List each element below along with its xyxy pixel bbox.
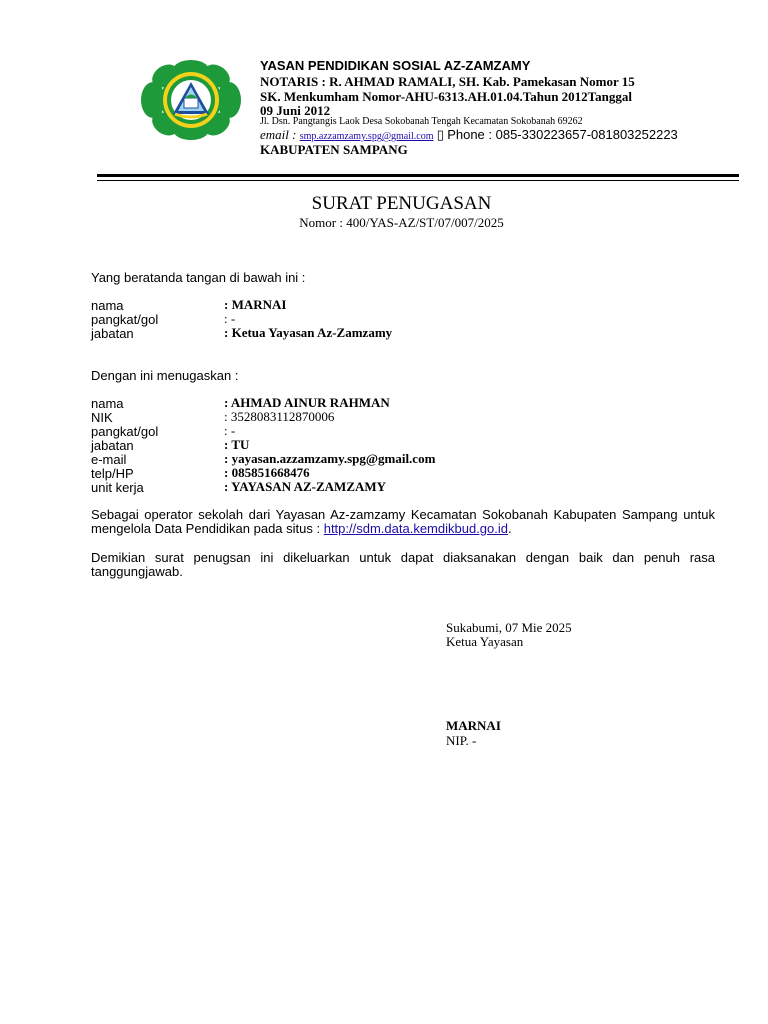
assignee-label: pangkat/gol — [91, 424, 159, 439]
assignee-label: telp/HP — [91, 466, 134, 481]
document-title: SURAT PENUGASAN — [311, 193, 492, 214]
assignment-paragraph — [91, 508, 715, 536]
email-link[interactable]: smp.azzamzamy.spg@gmail.com — [299, 131, 434, 142]
sdm-link[interactable]: http://sdm.data.kemdikbud.go.id — [323, 521, 508, 536]
header-divider-thick — [97, 174, 739, 177]
assignee-label: unit kerja — [91, 480, 144, 495]
assignee-value: : 3528083112870006 — [224, 409, 335, 424]
signatory-value: : Ketua Yayasan Az-Zamzamy — [224, 325, 393, 340]
phone-text: Phone : 085-330223657-081803252223 — [447, 127, 678, 142]
sk-line-2: 09 Juni 2012 — [260, 103, 331, 118]
assignee-label: jabatan — [91, 438, 134, 453]
address-line: Jl. Dsn. Pangtangis Laok Desa Sokobanah Tengah Kecamatan Sokobanah 69262 — [260, 116, 583, 127]
assignee-value: : - — [224, 423, 236, 438]
signer-position: Ketua Yayasan — [446, 634, 524, 649]
foundation-logo — [141, 60, 241, 140]
assignee-label: NIK — [91, 410, 113, 425]
assignment-text: Sebagai operator sekolah dari Yayasan Az-zamzamy Kecamatan Sokobanah Kabupaten Sampang untuk mengelola Data Pendidikan pada situs : — [91, 507, 715, 536]
signatory-label: nama — [91, 298, 124, 313]
signer-nip: NIP. - — [446, 733, 477, 748]
closing-paragraph: Demikian surat penugsan ini dikeluarkan untuk dapat diaksanakan dengan baik dan penuh rasa tanggungjawab. — [91, 550, 715, 579]
assignment-end: . — [508, 521, 512, 536]
signatory-value: : MARNAI — [224, 297, 287, 312]
sk-line-1: SK. Menkumham Nomor-AHU-6313.AH.01.04.Tahun 2012Tanggal — [260, 89, 632, 104]
org-name: YASAN PENDIDIKAN SOSIAL AZ-ZAMZAMY — [260, 58, 531, 73]
signatory-label: pangkat/gol — [91, 312, 159, 327]
signatory-label: jabatan — [91, 326, 134, 341]
document-number: Nomor : 400/YAS-AZ/ST/07/007/2025 — [299, 215, 504, 230]
foundation-logo-emblem-icon — [141, 60, 241, 140]
kabupaten-line: KABUPATEN SAMPANG — [260, 142, 408, 157]
place-date: Sukabumi, 07 Mie 2025 — [446, 620, 572, 635]
assignee-value: : yayasan.azzamzamy.spg@gmail.com — [224, 451, 436, 466]
phone-icon: ▯ — [436, 127, 444, 142]
assignee-label: e-mail — [91, 452, 127, 467]
notaris-line: NOTARIS : R. AHMAD RAMALI, SH. Kab. Pamekasan Nomor 15 — [260, 74, 635, 89]
assignee-value: : AHMAD AINUR RAHMAN — [224, 395, 390, 410]
email-label: email : — [260, 127, 297, 142]
assignee-value: : YAYASAN AZ-ZAMZAMY — [224, 479, 387, 494]
header-divider-thin — [97, 180, 739, 181]
assignee-value: : TU — [224, 437, 250, 452]
assign-intro: Dengan ini menugaskan : — [91, 368, 239, 383]
assignee-value: : 085851668476 — [224, 465, 310, 480]
signatory-value: : - — [224, 311, 236, 326]
signer-name: MARNAI — [446, 718, 501, 733]
assignee-label: nama — [91, 396, 124, 411]
contact-line — [260, 127, 678, 143]
signatory-intro: Yang beratanda tangan di bawah ini : — [91, 270, 306, 285]
